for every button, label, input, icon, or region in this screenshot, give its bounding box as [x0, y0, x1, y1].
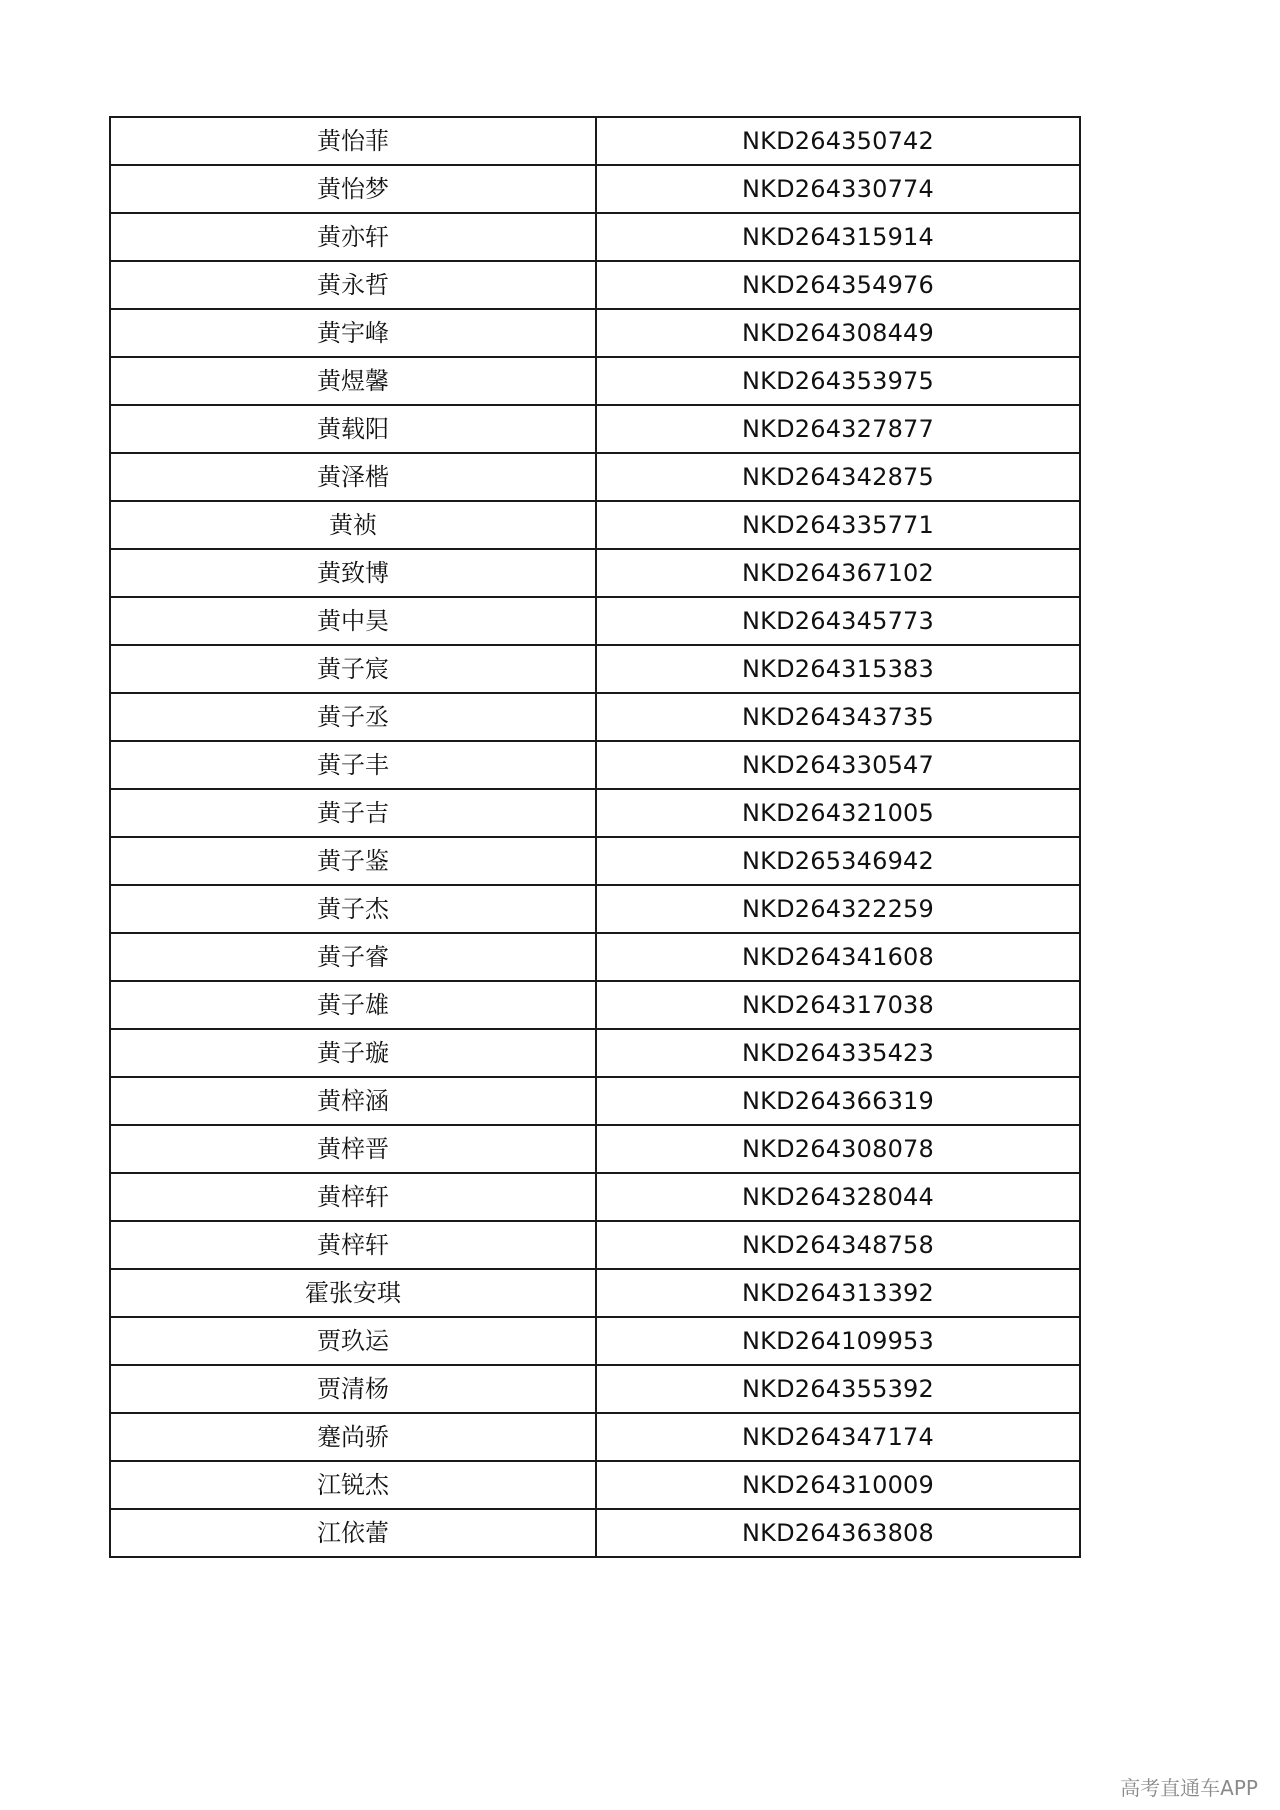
- id-cell: NKD264330547: [596, 741, 1080, 789]
- id-cell: NKD264109953: [596, 1317, 1080, 1365]
- table-row: [110, 1029, 1080, 1077]
- name-cell: 霍张安琪: [110, 1269, 596, 1317]
- name-cell: 黄梓晋: [110, 1125, 596, 1173]
- id-cell: NKD264317038: [596, 981, 1080, 1029]
- name-cell: 黄泽楷: [110, 453, 596, 501]
- table-row: [110, 1125, 1080, 1173]
- name-cell: 江依蕾: [110, 1509, 596, 1557]
- name-cell: 贾玖运: [110, 1317, 596, 1365]
- table-row: [110, 981, 1080, 1029]
- id-cell: NKD264353975: [596, 357, 1080, 405]
- id-cell: NKD264321005: [596, 789, 1080, 837]
- table-row: [110, 213, 1080, 261]
- id-cell: NKD264363808: [596, 1509, 1080, 1557]
- id-cell: NKD265346942: [596, 837, 1080, 885]
- name-cell: 黄亦轩: [110, 213, 596, 261]
- id-cell: NKD264308449: [596, 309, 1080, 357]
- table-row: [110, 549, 1080, 597]
- id-cell: NKD264350742: [596, 117, 1080, 165]
- name-cell: 黄子璇: [110, 1029, 596, 1077]
- name-cell: 黄怡菲: [110, 117, 596, 165]
- table-row: [110, 1461, 1080, 1509]
- name-cell: 黄子鉴: [110, 837, 596, 885]
- table-row: [110, 1413, 1080, 1461]
- id-cell: NKD264341608: [596, 933, 1080, 981]
- table-body: [110, 117, 1080, 1557]
- id-cell: NKD264348758: [596, 1221, 1080, 1269]
- table-row: [110, 117, 1080, 165]
- table-row: [110, 165, 1080, 213]
- table-row: [110, 357, 1080, 405]
- name-cell: 黄子宸: [110, 645, 596, 693]
- table-row: [110, 741, 1080, 789]
- name-cell: 黄子吉: [110, 789, 596, 837]
- table-row: [110, 261, 1080, 309]
- id-cell: NKD264335771: [596, 501, 1080, 549]
- watermark-text: 高考直通车APP: [1120, 1776, 1258, 1800]
- name-cell: 黄煜馨: [110, 357, 596, 405]
- name-id-table: [109, 116, 1081, 1558]
- name-cell: 黄梓轩: [110, 1221, 596, 1269]
- id-cell: NKD264315383: [596, 645, 1080, 693]
- id-cell: NKD264355392: [596, 1365, 1080, 1413]
- id-cell: NKD264328044: [596, 1173, 1080, 1221]
- id-cell: NKD264330774: [596, 165, 1080, 213]
- id-cell: NKD264327877: [596, 405, 1080, 453]
- table-row: [110, 933, 1080, 981]
- id-cell: NKD264313392: [596, 1269, 1080, 1317]
- id-cell: NKD264354976: [596, 261, 1080, 309]
- id-cell: NKD264366319: [596, 1077, 1080, 1125]
- id-cell: NKD264367102: [596, 549, 1080, 597]
- name-cell: 黄致博: [110, 549, 596, 597]
- name-cell: 蹇尚骄: [110, 1413, 596, 1461]
- table-row: [110, 1317, 1080, 1365]
- name-cell: 黄子杰: [110, 885, 596, 933]
- table-row: [110, 1077, 1080, 1125]
- name-cell: 黄载阳: [110, 405, 596, 453]
- name-cell: 黄子雄: [110, 981, 596, 1029]
- table-row: [110, 1269, 1080, 1317]
- id-cell: NKD264343735: [596, 693, 1080, 741]
- name-cell: 黄子丞: [110, 693, 596, 741]
- name-cell: 黄梓轩: [110, 1173, 596, 1221]
- table-row: [110, 789, 1080, 837]
- name-cell: 黄子睿: [110, 933, 596, 981]
- name-cell: 黄中昊: [110, 597, 596, 645]
- id-cell: NKD264310009: [596, 1461, 1080, 1509]
- name-cell: 江锐杰: [110, 1461, 596, 1509]
- table-row: [110, 405, 1080, 453]
- name-cell: 贾清杨: [110, 1365, 596, 1413]
- id-cell: NKD264347174: [596, 1413, 1080, 1461]
- name-cell: 黄宇峰: [110, 309, 596, 357]
- table-row: [110, 1365, 1080, 1413]
- id-cell: NKD264342875: [596, 453, 1080, 501]
- name-cell: 黄梓涵: [110, 1077, 596, 1125]
- table-row: [110, 597, 1080, 645]
- name-cell: 黄永哲: [110, 261, 596, 309]
- table-row: [110, 501, 1080, 549]
- id-cell: NKD264315914: [596, 213, 1080, 261]
- name-cell: 黄祯: [110, 501, 596, 549]
- table-row: [110, 837, 1080, 885]
- name-cell: 黄子丰: [110, 741, 596, 789]
- name-cell: 黄怡梦: [110, 165, 596, 213]
- table-row: [110, 885, 1080, 933]
- table-row: [110, 693, 1080, 741]
- table-row: [110, 453, 1080, 501]
- id-cell: NKD264322259: [596, 885, 1080, 933]
- table-row: [110, 309, 1080, 357]
- table-row: [110, 1173, 1080, 1221]
- table-row: [110, 1509, 1080, 1557]
- table-row: [110, 1221, 1080, 1269]
- id-cell: NKD264335423: [596, 1029, 1080, 1077]
- table-row: [110, 645, 1080, 693]
- id-cell: NKD264345773: [596, 597, 1080, 645]
- id-cell: NKD264308078: [596, 1125, 1080, 1173]
